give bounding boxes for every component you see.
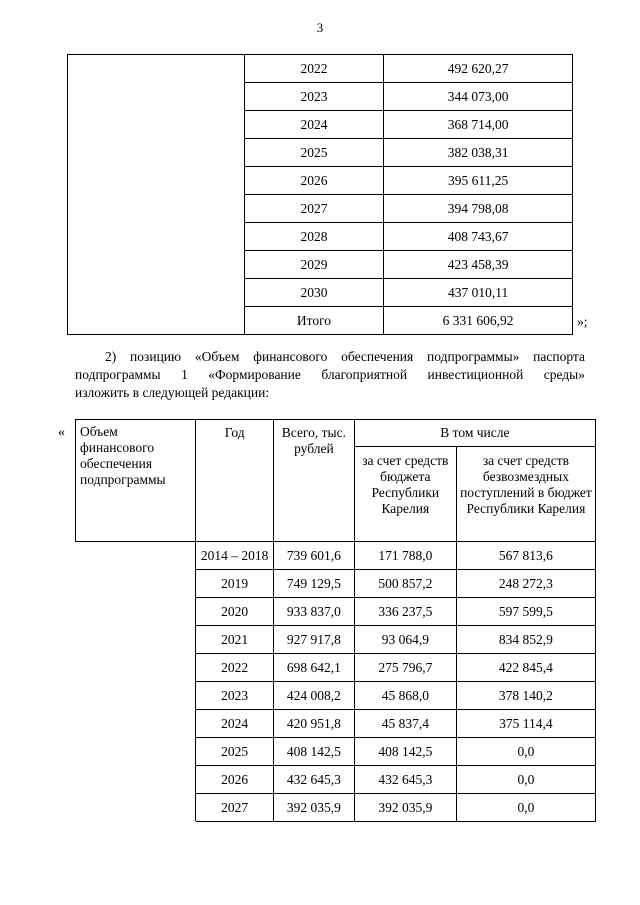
value-cell: 6 331 606,92	[384, 307, 573, 335]
budget-cell: 45 837,4	[354, 710, 456, 738]
subprogram-funding-table	[75, 419, 596, 822]
blank-label-cell	[68, 55, 245, 335]
year-cell: 2020	[196, 598, 274, 626]
grants-cell: 422 845,4	[456, 654, 595, 682]
budget-cell: 93 064,9	[354, 626, 456, 654]
grants-cell: 0,0	[456, 738, 595, 766]
grants-cell: 0,0	[456, 794, 595, 822]
page-number: 3	[316, 20, 324, 35]
funding-table-continued	[67, 54, 573, 335]
paragraph-line-2: подпрограммы 1 «Формирование благоприятной инвестиционной среды»	[75, 367, 585, 382]
year-cell: 2014 – 2018	[196, 542, 274, 570]
value-cell: 437 010,11	[384, 279, 573, 307]
grants-cell: 567 813,6	[456, 542, 595, 570]
budget-cell: 392 035,9	[354, 794, 456, 822]
grants-cell: 834 852,9	[456, 626, 595, 654]
header-grants: за счет средств безвозмездных поступлений в бюджет Республики Карелия	[456, 447, 595, 542]
total-cell: 408 142,5	[274, 738, 355, 766]
grants-cell: 375 114,4	[456, 710, 595, 738]
funding-label-cell: Объем финансового обеспечения подпрограммы	[76, 420, 196, 542]
table-row	[76, 542, 596, 570]
budget-cell: 500 857,2	[354, 570, 456, 598]
header-year: Год	[196, 420, 274, 542]
year-cell: 2029	[244, 251, 384, 279]
year-cell: 2023	[196, 682, 274, 710]
amendment-paragraph	[75, 348, 585, 402]
year-cell: 2030	[244, 279, 384, 307]
total-cell: 424 008,2	[274, 682, 355, 710]
year-cell: 2022	[244, 55, 384, 83]
budget-cell: 275 796,7	[354, 654, 456, 682]
grants-cell: 597 599,5	[456, 598, 595, 626]
total-cell: 698 642,1	[274, 654, 355, 682]
paragraph-line-1: 2) позицию «Объем финансового обеспечения подпрограммы» паспорта	[105, 349, 585, 364]
year-cell: 2026	[244, 167, 384, 195]
header-including: В том числе	[354, 420, 595, 447]
header-total: Всего, тыс. рублей	[274, 420, 355, 542]
year-cell: 2027	[196, 794, 274, 822]
total-cell: 392 035,9	[274, 794, 355, 822]
year-cell: 2025	[196, 738, 274, 766]
total-cell: 927 917,8	[274, 626, 355, 654]
table1-closing-quote: »;	[577, 314, 588, 329]
year-cell: 2027	[244, 195, 384, 223]
table2-header-row-1	[76, 420, 596, 447]
grants-cell: 248 272,3	[456, 570, 595, 598]
budget-cell: 45 868,0	[354, 682, 456, 710]
year-cell: 2025	[244, 139, 384, 167]
budget-cell: 408 142,5	[354, 738, 456, 766]
value-cell: 382 038,31	[384, 139, 573, 167]
year-cell: 2023	[244, 83, 384, 111]
value-cell: 344 073,00	[384, 83, 573, 111]
total-cell: 933 837,0	[274, 598, 355, 626]
budget-cell: 336 237,5	[354, 598, 456, 626]
header-budget: за счет средств бюджета Республики Карелия	[354, 447, 456, 542]
value-cell: 394 798,08	[384, 195, 573, 223]
total-cell: 749 129,5	[274, 570, 355, 598]
year-cell: 2021	[196, 626, 274, 654]
year-cell: 2024	[196, 710, 274, 738]
value-cell: 395 611,25	[384, 167, 573, 195]
budget-cell: 432 645,3	[354, 766, 456, 794]
paragraph-line-3: изложить в следующей редакции:	[75, 385, 270, 400]
year-cell: 2026	[196, 766, 274, 794]
budget-cell: 171 788,0	[354, 542, 456, 570]
total-cell: 432 645,3	[274, 766, 355, 794]
table-row	[68, 55, 573, 83]
year-cell: 2028	[244, 223, 384, 251]
grants-cell: 378 140,2	[456, 682, 595, 710]
value-cell: 408 743,67	[384, 223, 573, 251]
table2-opening-quote: «	[58, 425, 65, 440]
total-cell: 739 601,6	[274, 542, 355, 570]
total-cell: 420 951,8	[274, 710, 355, 738]
year-cell: Итого	[244, 307, 384, 335]
grants-cell: 0,0	[456, 766, 595, 794]
year-cell: 2022	[196, 654, 274, 682]
year-cell: 2019	[196, 570, 274, 598]
value-cell: 368 714,00	[384, 111, 573, 139]
label-column-continuation	[76, 542, 196, 822]
value-cell: 423 458,39	[384, 251, 573, 279]
year-cell: 2024	[244, 111, 384, 139]
value-cell: 492 620,27	[384, 55, 573, 83]
